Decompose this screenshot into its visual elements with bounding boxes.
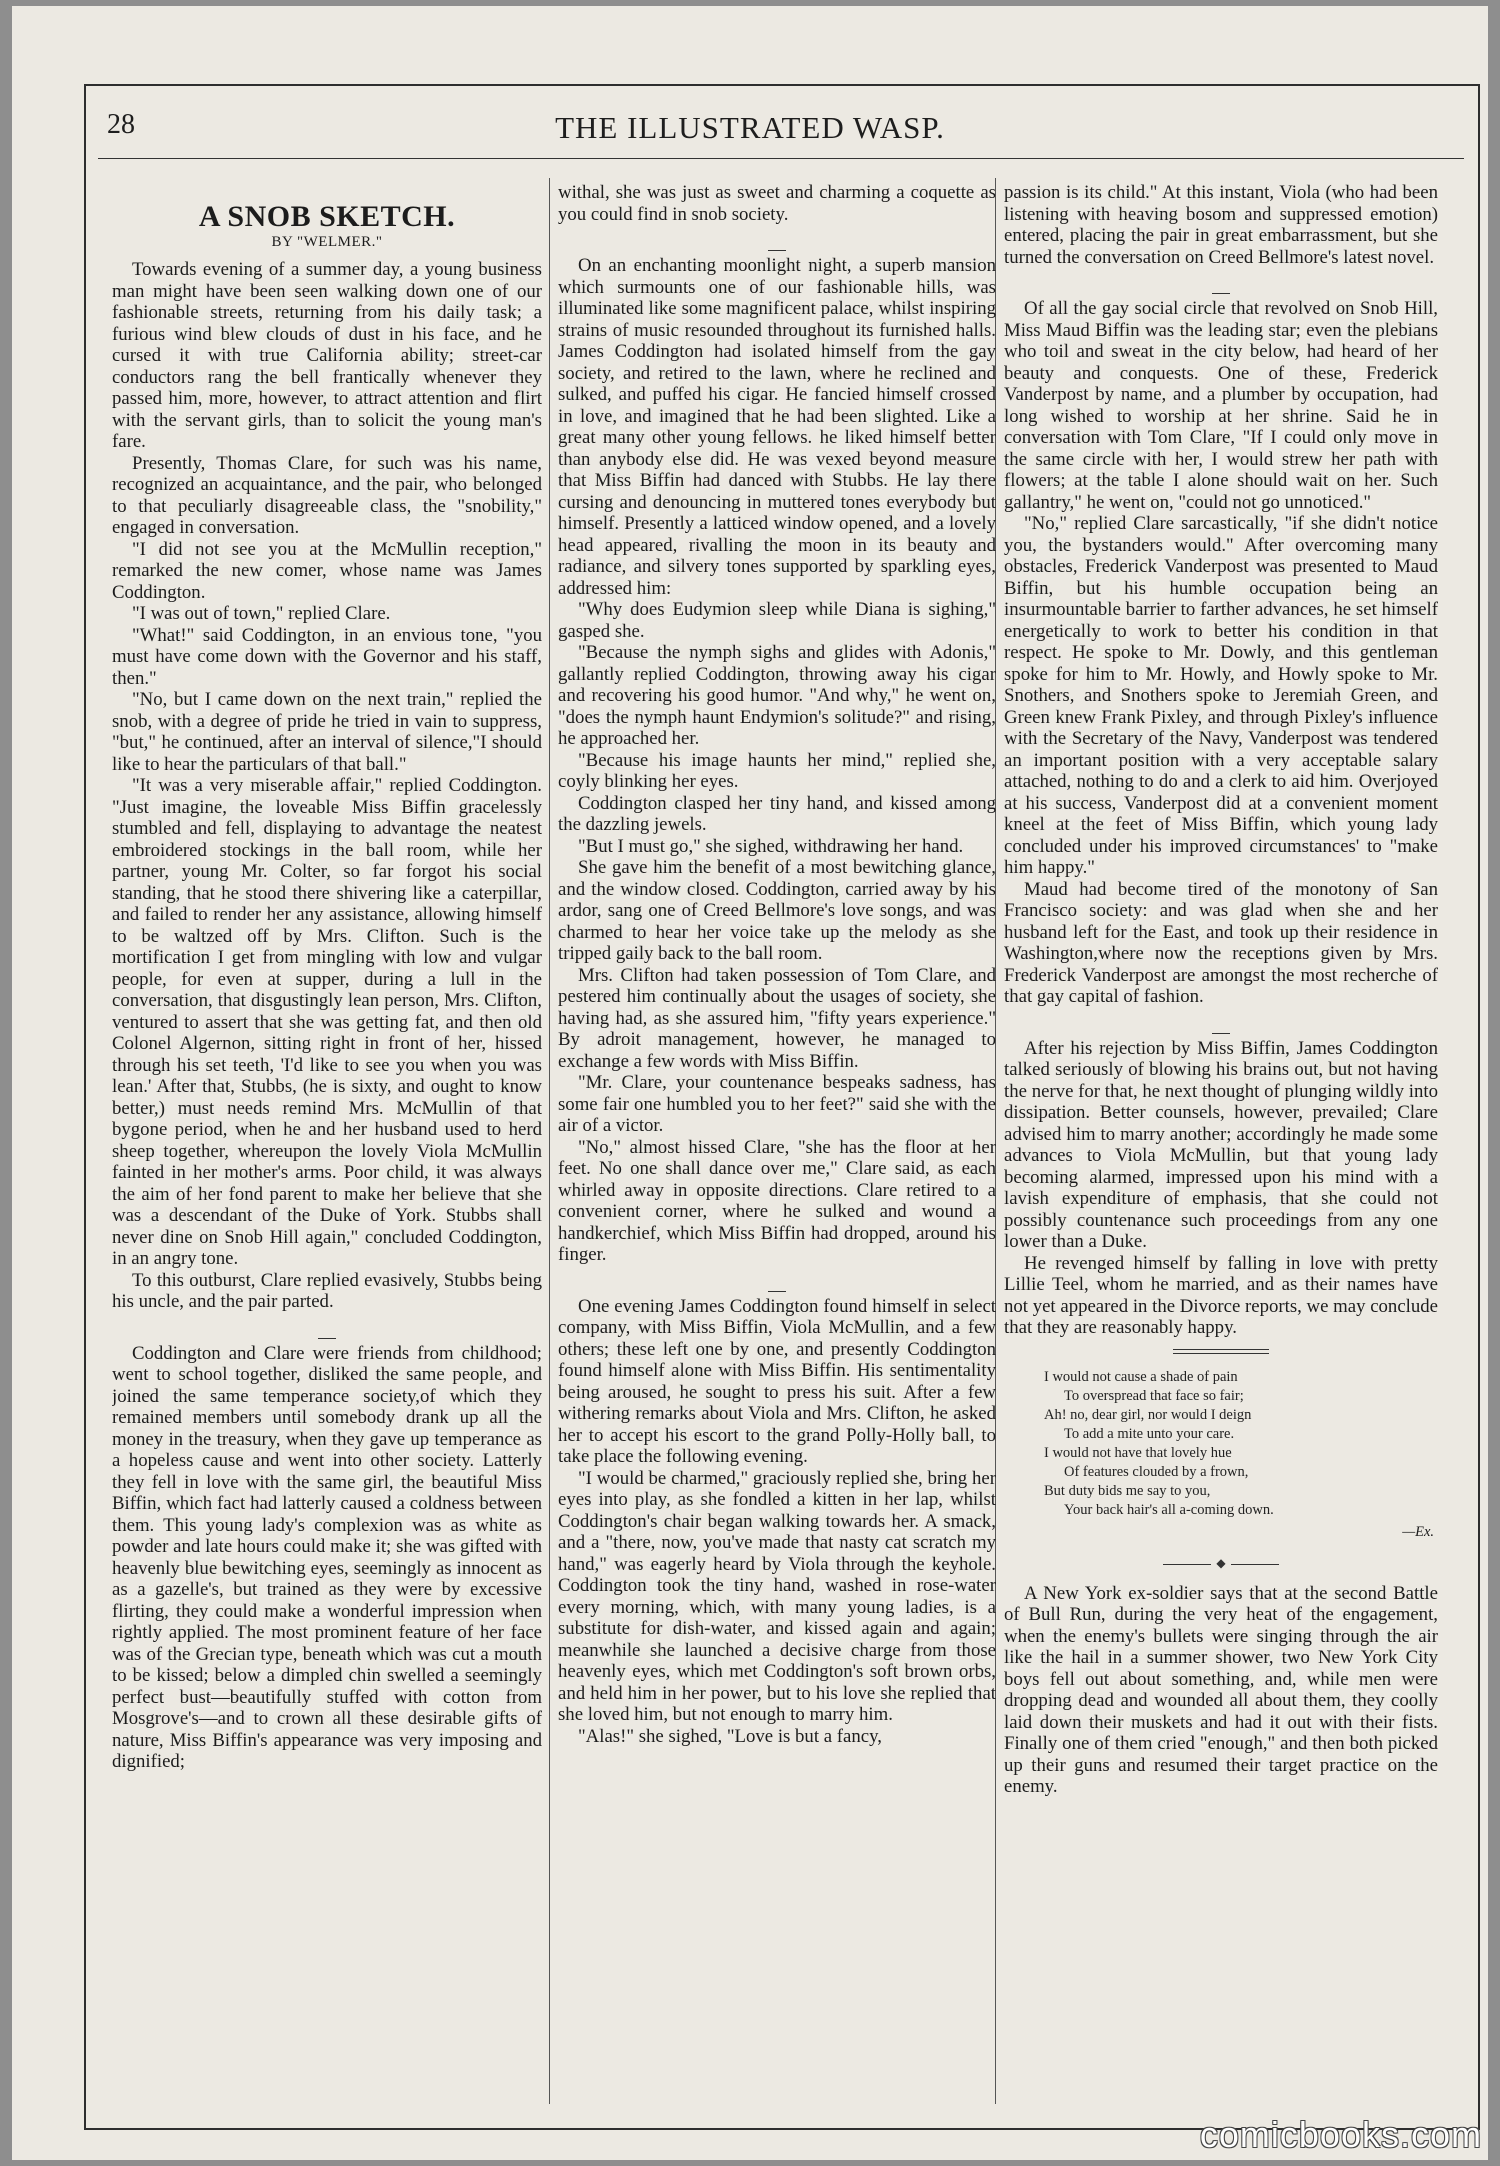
- paragraph: passion is its child." At this instant, Viola (who had been listening with heaving bosom and suppressed emotion) entered, placing the pair in great embarrassment, but she turned the conversation on Creed Bellmore's latest novel.: [1004, 182, 1438, 268]
- paragraph: "I did not see you at the McMullin reception," remarked the new comer, whose name was James Coddington.: [112, 538, 542, 603]
- section-separator: [112, 1323, 542, 1337]
- poem-line: Your back hair's all a-coming down.: [1064, 1501, 1274, 1518]
- column-2: [558, 182, 996, 2082]
- section-separator: [558, 235, 996, 249]
- paragraph: Coddington clasped her tiny hand, and kissed among the dazzling jewels.: [558, 792, 996, 835]
- paragraph: Of all the gay social circle that revolved on Snob Hill, Miss Maud Biffin was the leading star; even the plebians who toil and sweat in the city below, had heard of her beauty and conquests. One of these, Frederick Vanderpost by name, and a plumber by occupation, had long wished to worship at her shrine. Said he in conversation with Tom Clare, "If I could only move in the same circle with her, I would strew her path with flowers; at the table I alone should wait on her. Such gallantry," he went on, "could not go unnoticed.": [1004, 298, 1438, 513]
- section-separator: [558, 1276, 996, 1290]
- paragraph: "No," almost hissed Clare, "she has the floor at her feet. No one shall dance over me," Clare said, as each whirled away in opposite directions. Clare retired to a convenient corner, where he sulked and wound a handkerchief, which Miss Biffin had dropped, around his finger.: [558, 1136, 996, 1265]
- masthead: THE ILLUSTRATED WASP.: [555, 110, 945, 145]
- poem-line: To add a mite unto your care.: [1064, 1425, 1235, 1442]
- column-1: [112, 184, 542, 2084]
- paragraph: "No, but I came down on the next train," replied the snob, with a degree of pride he tried in vain to suppress, "but," he continued, after an interval of silence,"I should like to hear the particulars of that ball.": [112, 689, 542, 775]
- section-separator: [1004, 278, 1438, 292]
- magazine-page: [12, 6, 1488, 2160]
- paragraph: "But I must go," she sighed, withdrawing her hand.: [578, 835, 964, 857]
- paragraph: He revenged himself by falling in love with pretty Lillie Teel, whom he married, and as their names have not yet appeared in the Divorce reports, we may conclude that they are reasonably happy.: [1004, 1252, 1438, 1338]
- paragraph: Mrs. Clifton had taken possession of Tom Clare, and pestered him continually about the usages of society, she having had, as she assured him, "fifty years experience." By adroit management, however, he managed to exchange a few words with Miss Biffin.: [558, 964, 996, 1072]
- paragraph: After his rejection by Miss Biffin, James Coddington talked seriously of blowing his brains out, but not having the nerve for that, he next thought of plunging wildly into dissipation. Better counsels, however, prevailed; Clare advised him to marry another; accordingly he made some advances to Viola McMullin, but that young lady becoming alarmed, impressed upon his mind with a lavish expenditure of emphasis, that she could not possibly countenance such proceedings from any one lower than a Duke.: [1004, 1037, 1438, 1252]
- article-byline: BY "WELMER.": [271, 233, 383, 250]
- paragraph: "What!" said Coddington, in an envious tone, "you must have come down with the Governor and his staff, then.": [112, 624, 542, 689]
- paragraph: "Why does Eudymion sleep while Diana is sighing," gasped she.: [558, 599, 996, 642]
- paragraph: "Because the nymph sighs and glides with Adonis," gallantly replied Coddington, throwing away his cigar and recovering his good humor. "And why," he went on, "does the nymph haunt Endymion's solitude?" and rising, he approached her.: [558, 642, 996, 749]
- column-rule: [549, 178, 550, 2104]
- article-body-part-2: [112, 1343, 542, 1773]
- paragraph: One evening James Coddington found himself in select company, with Miss Biffin, Viola McMullin, and a few others; these left one by one, and presently Coddington found himself alone with Miss Biffin. His sentimentality being aroused, he sought to press his suit. After a few withering remarks about Viola and Mrs. Clifton, he asked her to accept his escort to the grand Polly-Holly ball, to take place the following evening.: [558, 1295, 996, 1467]
- article-body-part-1: [112, 259, 542, 1313]
- section-separator: [1004, 1018, 1438, 1032]
- paragraph: Presently, Thomas Clare, for such was his name, recognized an acquaintance, and the pair, who belonged to that peculiarly disagreeable class, the "snobility," engaged in conversation.: [112, 452, 542, 538]
- paragraph: She gave him the benefit of a most bewitching glance, and the window closed. Coddington, carried away by his ardor, sang one of Creed Bellmore's love songs, and was charmed to hear her voice take up the melody as she tripped gaily back to the ball room.: [558, 857, 996, 964]
- paragraph: "I would be charmed," graciously replied she, bring her eyes into play, as she fondled a kitten in her lap, whilst Coddington's chair began walking towards her. A smack, and a "there, now, you've made that nasty cat scratch my hand," was eagerly heard by Viola through the keyhole. Coddington took the tiny hand, washed in rose-water every morning, which, with many young ladies, is a substitute for dish-water, and kissed again and again; meanwhile she launched a decisive charge from those heavenly eyes, which met Coddington's soft brown orbs, and held him in her power, but to his love she replied that she loved him, but not enough to marry him.: [558, 1467, 996, 1725]
- anecdote: A New York ex-soldier says that at the second Battle of Bull Run, during the very heat of the engagement, when the enemy's bullets were singing through the air like the hail in a summer shower, two New York City boys fell out about something, and, while men were dropping dead and wounded all about them, they coolly laid down their muskets and had it out with their fists. Finally one of them cried "enough," and then both picked up their guns and resumed their target practice on the enemy.: [1004, 1582, 1438, 1797]
- paragraph: "Because his image haunts her mind," replied she, coyly blinking her eyes.: [558, 749, 996, 792]
- watermark: comicbooks.com: [1199, 2114, 1482, 2155]
- poem-line: To overspread that face so fair;: [1064, 1387, 1244, 1404]
- poem-line: I would not cause a shade of pain: [1044, 1368, 1238, 1385]
- poem-line: Of features clouded by a frown,: [1064, 1463, 1249, 1480]
- poem-source: —Ex.: [1402, 1523, 1434, 1540]
- poem-line: Ah! no, dear girl, nor would I deign: [1044, 1406, 1252, 1423]
- paragraph: Towards evening of a summer day, a young business man might have been seen walking down one of our fashionable streets, returning from his daily task; a furious wind blew clouds of dust in his face, and he cursed it with true California ability; street-car conductors rang the bell frantically whenever they passed him, more, however, to attract attention and flirt with the servant girls, than to solicit the young man's fare.: [112, 259, 542, 452]
- paragraph: withal, she was just as sweet and charming a coquette as you could find in snob society.: [558, 182, 996, 225]
- paragraph: To this outburst, Clare replied evasively, Stubbs being his uncle, and the pair parted.: [112, 1269, 542, 1312]
- paragraph: "It was a very miserable affair," replied Coddington. "Just imagine, the loveable Miss Biffin gracelessly stumbled and fell, displaying to advantage the neatest embroidered stockings in the ball room, while her partner, young Mr. Colter, so far forgot his social standing, that he stood there shivering like a caterpillar, and failed to render her any assistance, allowing himself to be waltzed off by Mrs. Clifton. Such is the mortification I get from mingling with low and vulgar people, for even at supper, during a lull in the conversation, that disgustingly lean person, Mrs. Clifton, ventured to assert that she was getting fat, and then old Colonel Algernon, sitting right in front of her, hissed through his set teeth, 'I'd like to see you when you was lean.' After that, Stubbs, (he is sixty, and ought to know better,) must needs remind Mrs. McMullin of that bygone period, when he and her husband used to herd sheep together, whereupon the lovely Viola McMullin fainted in her mother's arms. Poor child, it was always the aim of her fond parent to make her believe that she was a descendant of the Duke of York. Stubbs shall never dine on Snob Hill again," concluded Coddington, in an angry tone.: [112, 775, 542, 1269]
- paragraph: "I was out of town," replied Clare.: [132, 603, 391, 624]
- column-3: [1004, 182, 1438, 2082]
- page-number: 28: [107, 109, 135, 140]
- paragraph: "No," replied Clare sarcastically, "if she didn't notice you, the bystanders would." After overcoming many obstacles, Frederick Vanderpost was presented to Maud Biffin, but his humble occupation being an insurmountable barrier to farther advances, he set himself energetically to work to better his condition in that respect. He spoke to Mr. Dowly, and this gentleman spoke for him to Mr. Howly, and Howly spoke to Mr. Snothers, and Snothers spoke to Jeremiah Green, and Green knew Frank Pixley, and through Pixley's influence with the Secretary of the Navy, Vanderpost was tendered an important position with a very acceptable salary attached, nothing to do and a clerk to aid him. Overjoyed at his success, Vanderpost did at a convenient moment kneel at the feet of Miss Biffin, which young lady concluded under his improved circumstances' to "make him happy.": [1004, 513, 1438, 878]
- paragraph: "Mr. Clare, your countenance bespeaks sadness, has some fair one humbled you to her feet?" said she with the air of a victor.: [558, 1072, 996, 1136]
- paragraph: Coddington and Clare were friends from childhood; went to school together, disliked the same people, and joined the same temperance society,of which they remained members until somebody drank up all the money in the treasury, when they gave up temperance as a hopeless cause and went into other society. Latterly they fell in love with the same girl, the beautiful Miss Biffin, which fact had latterly caused a coldness between them. This young lady's complexion was as white as powder and late hours could make it; she was gifted with heavenly blue bewitching eyes, seemingly as innocent as as a gazelle's, but trained as they were by excessive flirting, they could make a wonderful impression when rightly applied. The most prominent feature of her face was of the Grecian type, beneath which was cut a mouth to be kissed; below a dimpled chin swelled a seemingly perfect bust—beautifully stuffed with cotton from Mosgrove's—and to crown all these desirable gifts of nature, Miss Biffin's appearance was very imposing and dignified;: [112, 1342, 542, 1772]
- double-rule: [1173, 1349, 1269, 1354]
- ornament-divider: ◆: [1004, 1553, 1438, 1575]
- paragraph: On an enchanting moonlight night, a superb mansion which surmounts one of our fashionable hills, was illuminated like some magnificent palace, whilst inspiring strains of music resounded throughout its furnished halls. James Coddington had isolated himself from the gay society, and retired to the lawn, where he reclined and sulked, and puffed his cigar. He fancied himself crossed in love, and imagined that he had been slighted. Like a great many other young fellows. he liked himself better than anybody else did. He was vexed beyond measure that Miss Biffin had danced with Stubbs. He lay there cursing and denouncing in muttered tones everybody but himself. Presently a latticed window opened, and a lovely head appeared, rivalling the moon in its beauty and radiance, and silvery tones supported by sparkling eyes, addressed him:: [558, 255, 996, 599]
- paragraph: "Alas!" she sighed, "Love is but a fancy,: [578, 1725, 882, 1747]
- poem: [1044, 1368, 1438, 1520]
- poem-line: I would not have that lovely hue: [1044, 1444, 1232, 1461]
- paragraph: Maud had become tired of the monotony of San Francisco society: and was glad when she and her husband left for the East, and took up their residence in Washington,where now the receptions given by Mrs. Frederick Vanderpost are amongst the most recherche of that gay capital of fashion.: [1004, 878, 1438, 1007]
- article-title: A SNOB SKETCH.: [198, 200, 456, 233]
- poem-line: But duty bids me say to you,: [1044, 1482, 1211, 1499]
- header-rule: [98, 158, 1464, 159]
